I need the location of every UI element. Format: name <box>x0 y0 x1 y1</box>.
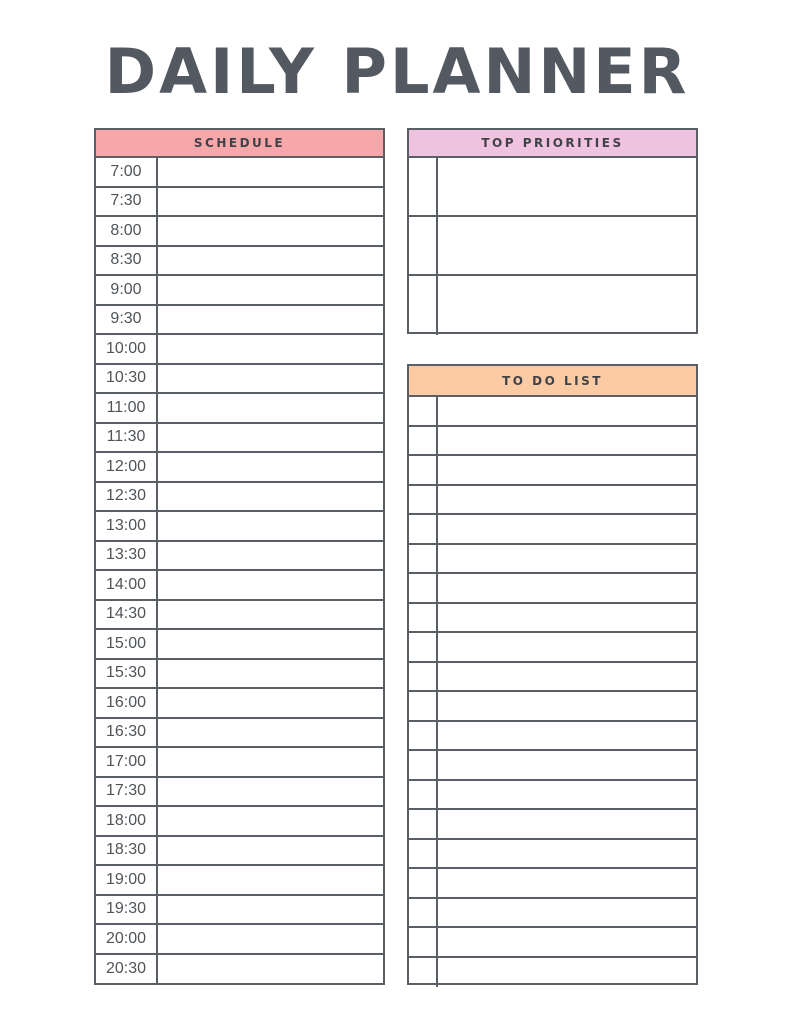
schedule-time-label: 13:00 <box>96 512 158 540</box>
schedule-row <box>96 719 383 749</box>
schedule-row <box>96 542 383 572</box>
schedule-entry-field[interactable] <box>158 453 383 481</box>
schedule-time-label: 8:00 <box>96 217 158 245</box>
schedule-entry-field[interactable] <box>158 188 383 216</box>
schedule-entry-field[interactable] <box>158 837 383 865</box>
schedule-entry-field[interactable] <box>158 512 383 540</box>
schedule-row <box>96 748 383 778</box>
schedule-row <box>96 955 383 985</box>
schedule-entry-field[interactable] <box>158 719 383 747</box>
schedule-row <box>96 394 383 424</box>
priority-row <box>409 158 696 217</box>
schedule-entry-field[interactable] <box>158 483 383 511</box>
todo-row <box>409 456 696 486</box>
todo-checkbox[interactable] <box>409 751 438 779</box>
schedule-row <box>96 424 383 454</box>
todo-row <box>409 958 696 988</box>
schedule-panel <box>94 128 385 985</box>
schedule-entry-field[interactable] <box>158 158 383 186</box>
todo-checkbox[interactable] <box>409 840 438 868</box>
schedule-time-label: 17:30 <box>96 778 158 806</box>
todo-entry-field[interactable] <box>438 751 696 779</box>
priority-entry-field[interactable] <box>438 217 696 274</box>
schedule-header: SCHEDULE <box>96 130 383 158</box>
todo-checkbox[interactable] <box>409 692 438 720</box>
schedule-row <box>96 306 383 336</box>
schedule-time-label: 10:00 <box>96 335 158 363</box>
todo-row <box>409 928 696 958</box>
priority-entry-field[interactable] <box>438 276 696 335</box>
todo-row <box>409 427 696 457</box>
schedule-row <box>96 365 383 395</box>
todo-checkbox[interactable] <box>409 486 438 514</box>
schedule-time-label: 15:30 <box>96 660 158 688</box>
schedule-time-label: 8:30 <box>96 247 158 275</box>
todo-checkbox[interactable] <box>409 958 438 988</box>
todo-entry-field[interactable] <box>438 840 696 868</box>
schedule-row <box>96 837 383 867</box>
todo-row <box>409 722 696 752</box>
schedule-row <box>96 630 383 660</box>
schedule-row <box>96 158 383 188</box>
todo-entry-field[interactable] <box>438 486 696 514</box>
todo-row <box>409 781 696 811</box>
schedule-row <box>96 896 383 926</box>
schedule-row <box>96 512 383 542</box>
schedule-entry-field[interactable] <box>158 365 383 393</box>
schedule-time-label: 16:30 <box>96 719 158 747</box>
schedule-row <box>96 188 383 218</box>
todo-row <box>409 663 696 693</box>
priorities-rows <box>409 158 696 335</box>
todo-entry-field[interactable] <box>438 456 696 484</box>
schedule-entry-field[interactable] <box>158 394 383 422</box>
todo-row <box>409 397 696 427</box>
todo-checkbox[interactable] <box>409 663 438 691</box>
todo-checkbox[interactable] <box>409 604 438 632</box>
todo-rows <box>409 397 696 987</box>
schedule-time-label: 18:00 <box>96 807 158 835</box>
todo-row <box>409 869 696 899</box>
schedule-row <box>96 866 383 896</box>
todo-entry-field[interactable] <box>438 722 696 750</box>
schedule-time-label: 14:30 <box>96 601 158 629</box>
todo-checkbox[interactable] <box>409 397 438 425</box>
schedule-row <box>96 453 383 483</box>
priorities-header: TOP PRIORITIES <box>409 130 696 158</box>
todo-entry-field[interactable] <box>438 633 696 661</box>
schedule-time-label: 20:30 <box>96 955 158 985</box>
priority-checkbox[interactable] <box>409 158 438 215</box>
schedule-time-label: 12:00 <box>96 453 158 481</box>
schedule-time-label: 14:00 <box>96 571 158 599</box>
schedule-time-label: 13:30 <box>96 542 158 570</box>
todo-row <box>409 545 696 575</box>
todo-row <box>409 486 696 516</box>
todo-entry-field[interactable] <box>438 427 696 455</box>
todo-checkbox[interactable] <box>409 781 438 809</box>
schedule-entry-field[interactable] <box>158 306 383 334</box>
schedule-entry-field[interactable] <box>158 689 383 717</box>
schedule-row <box>96 778 383 808</box>
schedule-entry-field[interactable] <box>158 276 383 304</box>
schedule-time-label: 7:00 <box>96 158 158 186</box>
page-title: DAILY PLANNER <box>104 35 690 108</box>
todo-entry-field[interactable] <box>438 604 696 632</box>
todo-entry-field[interactable] <box>438 663 696 691</box>
schedule-time-label: 18:30 <box>96 837 158 865</box>
todo-entry-field[interactable] <box>438 397 696 425</box>
todo-row <box>409 899 696 929</box>
todo-header: TO DO LIST <box>409 366 696 397</box>
todo-entry-field[interactable] <box>438 869 696 897</box>
todo-checkbox[interactable] <box>409 869 438 897</box>
schedule-time-label: 19:00 <box>96 866 158 894</box>
schedule-entry-field[interactable] <box>158 424 383 452</box>
todo-entry-field[interactable] <box>438 574 696 602</box>
schedule-time-label: 15:00 <box>96 630 158 658</box>
schedule-time-label: 19:30 <box>96 896 158 924</box>
schedule-entry-field[interactable] <box>158 866 383 894</box>
schedule-entry-field[interactable] <box>158 571 383 599</box>
schedule-entry-field[interactable] <box>158 630 383 658</box>
schedule-row <box>96 247 383 277</box>
todo-checkbox[interactable] <box>409 722 438 750</box>
todo-entry-field[interactable] <box>438 781 696 809</box>
schedule-time-label: 11:00 <box>96 394 158 422</box>
todo-entry-field[interactable] <box>438 928 696 956</box>
todo-checkbox[interactable] <box>409 427 438 455</box>
schedule-time-label: 7:30 <box>96 188 158 216</box>
todo-checkbox[interactable] <box>409 899 438 927</box>
schedule-rows <box>96 158 383 984</box>
schedule-entry-field[interactable] <box>158 748 383 776</box>
todo-checkbox[interactable] <box>409 574 438 602</box>
todo-checkbox[interactable] <box>409 633 438 661</box>
schedule-entry-field[interactable] <box>158 925 383 953</box>
schedule-entry-field[interactable] <box>158 217 383 245</box>
todo-entry-field[interactable] <box>438 899 696 927</box>
todo-checkbox[interactable] <box>409 810 438 838</box>
todo-row <box>409 692 696 722</box>
priority-checkbox[interactable] <box>409 276 438 335</box>
schedule-entry-field[interactable] <box>158 778 383 806</box>
todo-row <box>409 751 696 781</box>
schedule-entry-field[interactable] <box>158 955 383 985</box>
todo-row <box>409 633 696 663</box>
todo-checkbox[interactable] <box>409 456 438 484</box>
todo-entry-field[interactable] <box>438 692 696 720</box>
priorities-panel <box>407 128 698 334</box>
schedule-row <box>96 601 383 631</box>
schedule-row <box>96 217 383 247</box>
todo-checkbox[interactable] <box>409 545 438 573</box>
todo-checkbox[interactable] <box>409 928 438 956</box>
schedule-entry-field[interactable] <box>158 807 383 835</box>
schedule-entry-field[interactable] <box>158 247 383 275</box>
schedule-row <box>96 571 383 601</box>
schedule-time-label: 12:30 <box>96 483 158 511</box>
schedule-time-label: 11:30 <box>96 424 158 452</box>
schedule-entry-field[interactable] <box>158 896 383 924</box>
priority-row <box>409 276 696 335</box>
schedule-time-label: 9:30 <box>96 306 158 334</box>
schedule-time-label: 20:00 <box>96 925 158 953</box>
schedule-row <box>96 925 383 955</box>
schedule-time-label: 10:30 <box>96 365 158 393</box>
schedule-row <box>96 276 383 306</box>
schedule-row <box>96 807 383 837</box>
priority-entry-field[interactable] <box>438 158 696 215</box>
todo-row <box>409 604 696 634</box>
schedule-row <box>96 483 383 513</box>
todo-checkbox[interactable] <box>409 515 438 543</box>
schedule-time-label: 16:00 <box>96 689 158 717</box>
schedule-entry-field[interactable] <box>158 660 383 688</box>
schedule-entry-field[interactable] <box>158 542 383 570</box>
todo-entry-field[interactable] <box>438 958 696 988</box>
schedule-entry-field[interactable] <box>158 601 383 629</box>
todo-row <box>409 840 696 870</box>
todo-entry-field[interactable] <box>438 545 696 573</box>
schedule-row <box>96 660 383 690</box>
todo-entry-field[interactable] <box>438 810 696 838</box>
todo-panel <box>407 364 698 985</box>
todo-row <box>409 515 696 545</box>
schedule-row <box>96 335 383 365</box>
schedule-row <box>96 689 383 719</box>
todo-row <box>409 574 696 604</box>
schedule-entry-field[interactable] <box>158 335 383 363</box>
todo-row <box>409 810 696 840</box>
priority-row <box>409 217 696 276</box>
schedule-time-label: 17:00 <box>96 748 158 776</box>
priority-checkbox[interactable] <box>409 217 438 274</box>
todo-entry-field[interactable] <box>438 515 696 543</box>
schedule-time-label: 9:00 <box>96 276 158 304</box>
